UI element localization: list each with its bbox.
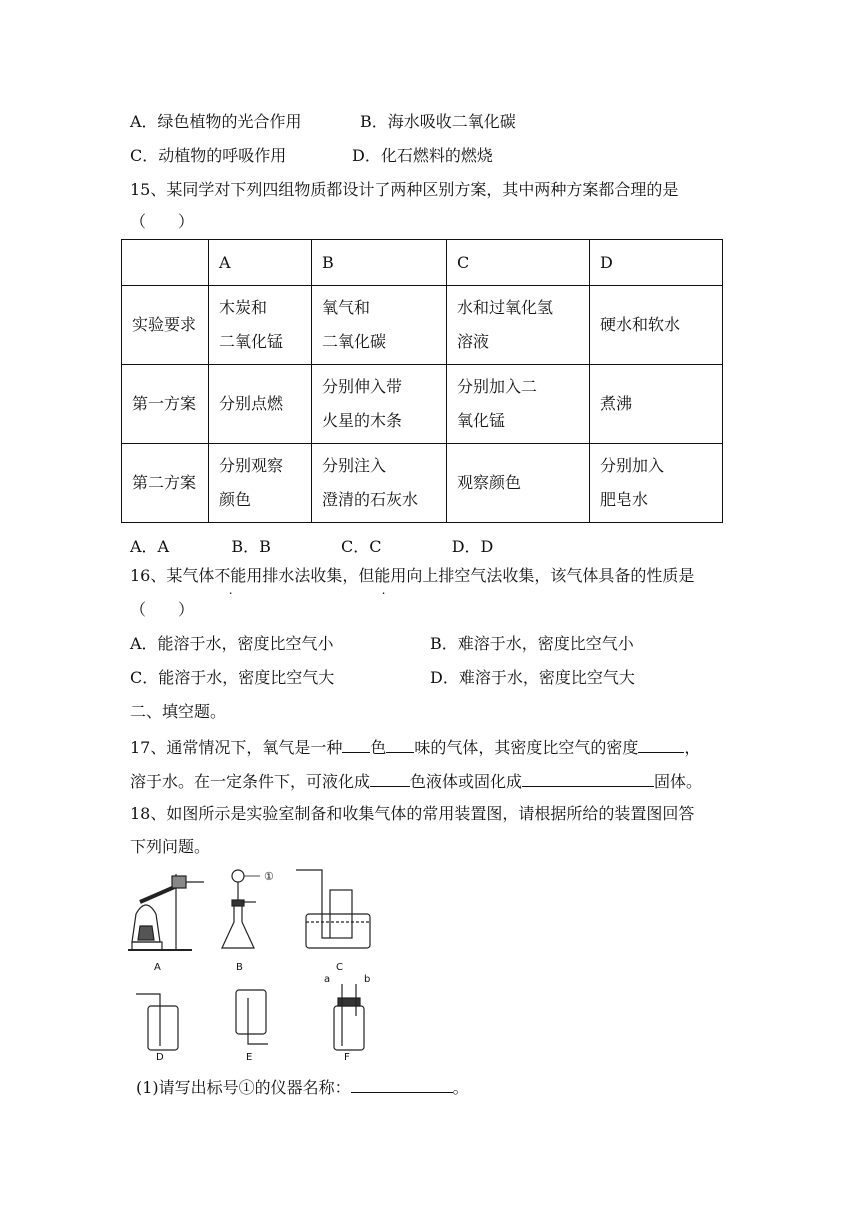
q18-stem-line2: 下列问题。	[130, 837, 211, 856]
table-header-b: B	[312, 240, 447, 286]
q18-stem-line1: 18、如图所示是实验室制备和收集气体的常用装置图，请根据所给的装置图回答	[130, 804, 695, 823]
cell-line: 二氧化锰	[219, 332, 284, 351]
table-header-row	[122, 240, 723, 286]
table-cell	[590, 286, 723, 365]
apparatus-c	[296, 870, 370, 973]
cell-line: 分别伸入带	[322, 377, 403, 396]
apparatus-label: B	[236, 962, 243, 973]
answer-blank[interactable]	[522, 770, 654, 787]
table-cell	[447, 286, 590, 365]
q17-line1	[130, 736, 700, 758]
q15-stem: 15、某同学对下列四组物质都设计了两种区别方案，其中两种方案都合理的是	[130, 180, 679, 199]
apparatus-b	[222, 870, 274, 973]
table-cell	[209, 286, 312, 365]
cell-line: 分别加入	[600, 456, 665, 475]
q17-text: ，	[684, 738, 701, 757]
q17-line2	[130, 770, 702, 792]
apparatus-label: F	[344, 1052, 350, 1062]
table-cell	[209, 444, 312, 523]
q17-text: 固体。	[654, 772, 703, 791]
apparatus-d	[136, 994, 178, 1062]
q15-paren: （ ）	[130, 212, 195, 231]
cell-line: 煮沸	[600, 394, 633, 413]
q15-options	[130, 534, 493, 557]
q16-option-c: C．能溶于水，密度比空气大	[130, 668, 335, 687]
apparatus-a	[128, 874, 204, 973]
q15-option-d: D．D	[451, 537, 494, 556]
answer-blank[interactable]	[386, 736, 414, 753]
cell-line: 观察颜色	[457, 473, 522, 492]
q16-stem	[130, 566, 694, 586]
table-cell	[447, 444, 590, 523]
cell-line: 颜色	[219, 490, 252, 509]
table-row	[122, 444, 723, 523]
cell-line: 分别加入二	[457, 377, 538, 396]
apparatus-label: C	[336, 962, 343, 973]
answer-blank[interactable]	[638, 736, 684, 753]
cell-line: 肥皂水	[600, 490, 649, 509]
table-cell	[312, 365, 447, 444]
q18-sub1-text: (1)请写出标号①的仪器名称：	[136, 1078, 351, 1097]
cell-line: 硬水和软水	[600, 315, 681, 334]
q16-option-d: D．难溶于水，密度比空气大	[430, 668, 635, 687]
q18-sub1	[136, 1076, 469, 1098]
q17-text: 溶于水。在一定条件下，可液化成	[130, 772, 371, 791]
table-header-c: C	[447, 240, 590, 286]
apparatus-label: D	[156, 1052, 164, 1062]
table-cell	[209, 365, 312, 444]
table-cell	[312, 444, 447, 523]
q16-stem-part: 用向上排空气法收集，该气体具备的性质是	[390, 566, 695, 585]
marker-number: ①	[264, 870, 274, 883]
cell-line: 木炭和	[219, 298, 268, 317]
q14-option-a: A．绿色植物的光合作用	[130, 112, 302, 131]
table-cell	[590, 444, 723, 523]
port-a-label: a	[324, 974, 331, 985]
table-header-a: A	[209, 240, 312, 286]
q16-stem-part: 用排水法收集，但	[246, 566, 375, 585]
q15-option-c: C．C	[341, 537, 382, 556]
cell-line: 火星的木条	[322, 411, 403, 430]
cell-line: 分别注入	[322, 456, 387, 475]
cell-line: 氧气和	[322, 298, 371, 317]
q16-emphasis-can: 能	[374, 566, 391, 585]
cell-line: 分别点燃	[219, 394, 284, 413]
q15-option-b: B．B	[231, 537, 271, 556]
q16-option-b: B．难溶于水，密度比空气小	[430, 634, 634, 653]
q18-sub1-end: 。	[452, 1078, 469, 1097]
q14-option-d: D．化石燃料的燃烧	[352, 146, 493, 165]
port-b-label: b	[364, 974, 371, 985]
cell-line: 二氧化碳	[322, 332, 387, 351]
q17-text: 色液体或固化成	[410, 772, 523, 791]
apparatus-e	[236, 990, 268, 1062]
answer-blank[interactable]	[351, 1076, 453, 1093]
cell-line: 分别观察	[219, 456, 284, 475]
q17-text: 味的气体，其密度比空气的密度	[414, 738, 639, 757]
table-header-d: D	[590, 240, 723, 286]
q15-option-a: A．A	[130, 537, 170, 556]
q17-text: 17、通常情况下，氧气是一种	[130, 738, 343, 757]
row-label: 第一方案	[122, 365, 209, 444]
table-row	[122, 365, 723, 444]
table-cell	[590, 365, 723, 444]
q16-paren: （ ）	[130, 600, 195, 619]
apparatus-label: E	[246, 1052, 253, 1062]
row-label: 实验要求	[122, 286, 209, 365]
cell-line: 水和过氧化氢	[457, 298, 554, 317]
cell-line: 氧化锰	[457, 411, 506, 430]
apparatus-label: A	[154, 962, 161, 973]
q16-stem-part: 16、某气体	[130, 566, 215, 585]
table-corner-cell	[122, 240, 209, 286]
q16-option-a: A．能溶于水，密度比空气小	[130, 634, 334, 653]
answer-blank[interactable]	[342, 736, 370, 753]
table-cell	[447, 365, 590, 444]
apparatus-f	[324, 974, 370, 1062]
answer-blank[interactable]	[370, 770, 410, 787]
table-cell	[312, 286, 447, 365]
q17-text: 色	[370, 738, 387, 757]
q14-option-b: B．海水吸收二氧化碳	[360, 112, 516, 131]
cell-line: 澄清的石灰水	[322, 490, 419, 509]
row-label: 第二方案	[122, 444, 209, 523]
q16-emphasis-not: 不能	[214, 566, 247, 585]
q14-option-c: C．动植物的呼吸作用	[130, 146, 287, 165]
section-title: 二、填空题。	[130, 702, 227, 721]
cell-line: 溶液	[457, 332, 490, 351]
q15-table	[121, 239, 723, 523]
apparatus-figure	[126, 866, 406, 1062]
table-row	[122, 286, 723, 365]
